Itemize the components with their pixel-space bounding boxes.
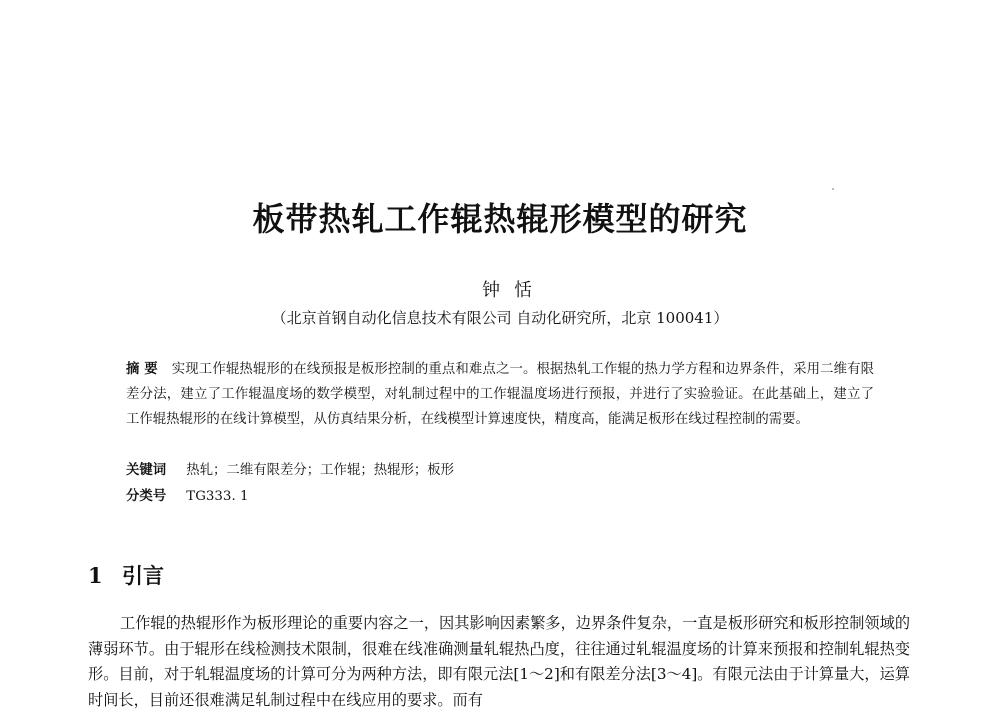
author-name: 钟恬 [482, 280, 546, 301]
keywords-label: 关键词 [126, 463, 167, 478]
abstract-label: 摘 要 [126, 362, 158, 377]
section-title: 引言 [122, 564, 164, 588]
introduction-paragraph: 工作辊的热辊形作为板形理论的重要内容之一，因其影响因素繁多，边界条件复杂，一直是板形研究和板形控制领域的薄弱环节。由于辊形在线检测技术限制，很难在线准确测量轧辊热凸度，往往通过轧辊温度场的计算来预报和控制轧辊热变形。目前，对于轧辊温度场的计算可分为两种方法，即有限元法[1～2]和有限差分法[3～4]。有限元法由于计算量大，运算时间长，目前还很难满足轧制过程中在线应用的要求。而有 [88, 614, 910, 709]
classification-row [126, 485, 249, 504]
scan-speck [832, 188, 834, 190]
author-affiliation: （北京首钢自动化信息技术有限公司 自动化研究所，北京 100041） [271, 309, 729, 327]
keywords-row [126, 459, 454, 478]
paper-title: 板带热轧工作辊热辊形模型的研究 [252, 200, 748, 238]
section-number: 1 [88, 563, 103, 588]
abstract-block [126, 357, 874, 432]
keywords-text: 热轧；二维有限差分；工作辊；热辊形；板形 [186, 463, 455, 478]
abstract-text: 实现工作辊热辊形的在线预报是板形控制的重点和难点之一。根据热轧工作辊的热力学方程和边界条件，采用二维有限差分法，建立了工作辊温度场的数学模型，对轧制过程中的工作辊温度场进行预报，并进行了实验验证。在此基础上，建立了工作辊热辊形的在线计算模型，从仿真结果分析，在线模型计算速度快，精度高，能满足板形在线过程控制的需要。 [126, 362, 874, 427]
classification-label: 分类号 [126, 489, 167, 504]
section-heading [88, 560, 164, 590]
classification-text: TG333. 1 [186, 489, 249, 504]
